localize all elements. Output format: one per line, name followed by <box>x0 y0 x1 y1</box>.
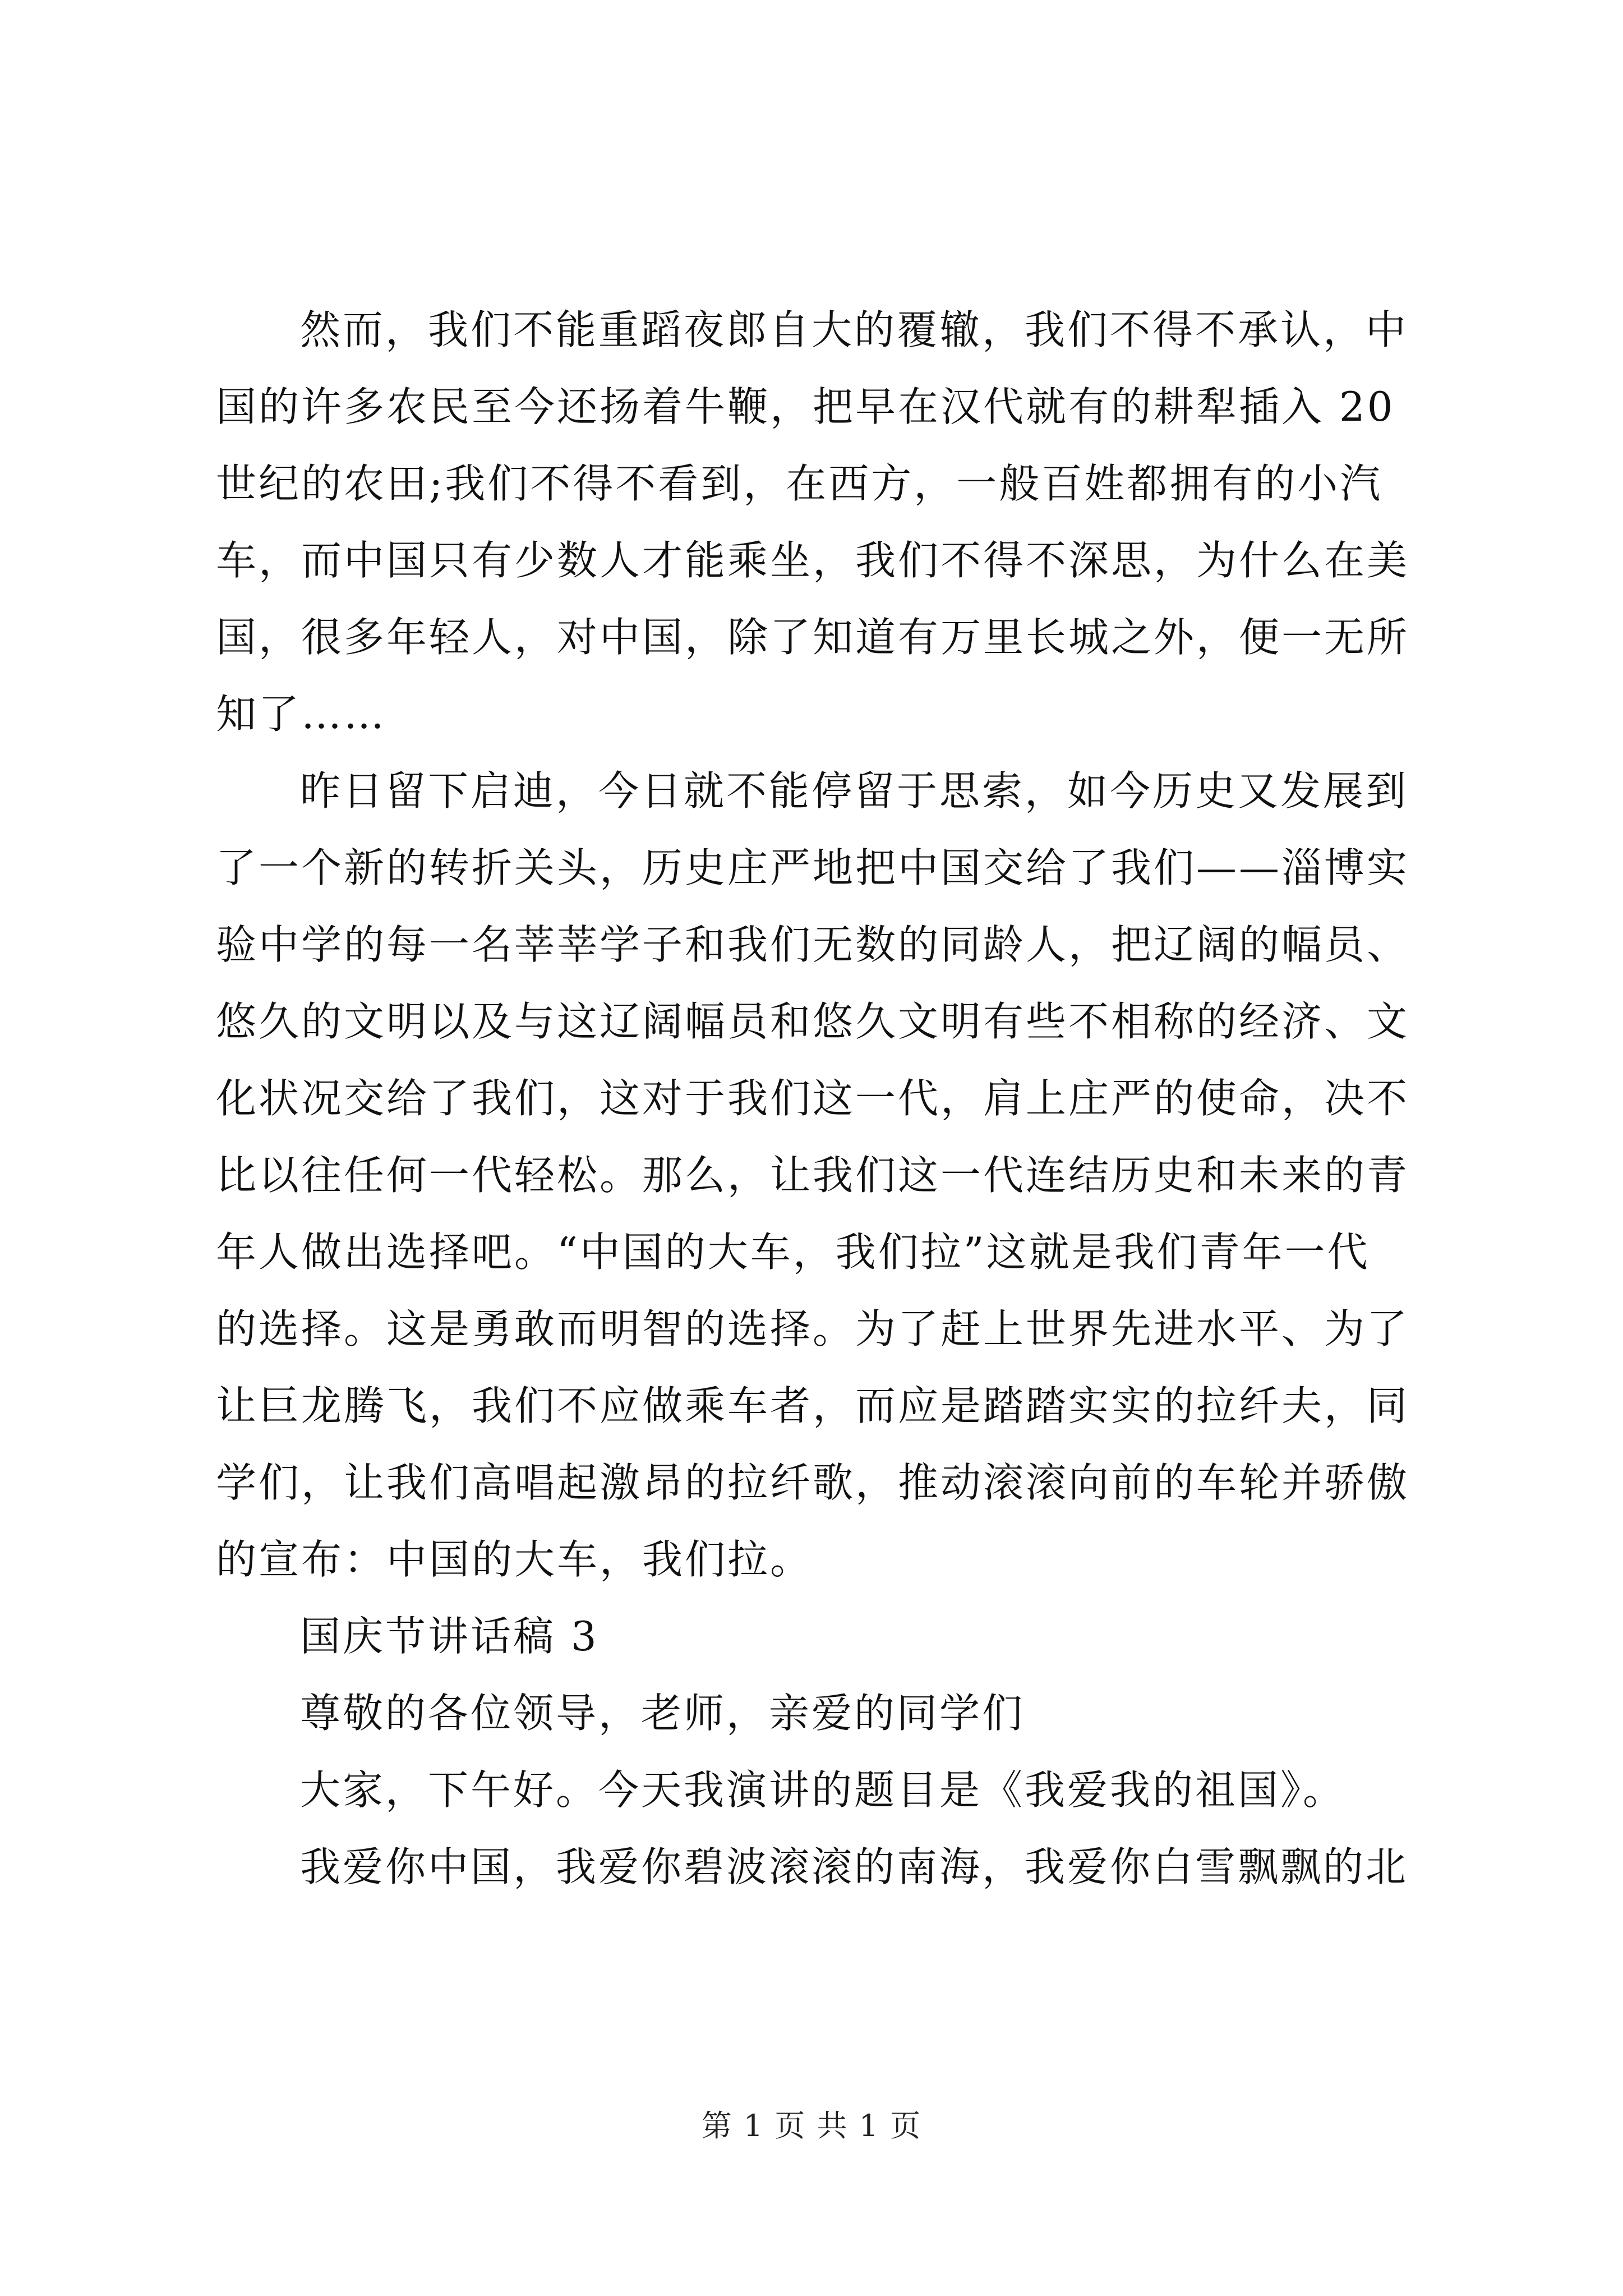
text-line: 的选择。这是勇敢而明智的选择。为了赶上世界先进水平、为了 <box>216 1305 1410 1352</box>
text-line: 比以往任何一代轻松。那么，让我们这一代连结历史和未来的青 <box>216 1152 1410 1199</box>
page-number-label: 第 1 页 共 1 页 <box>701 2108 922 2143</box>
text-line: 我爱你中国，我爱你碧波滚滚的南海，我爱你白雪飘飘的北 <box>300 1843 1409 1890</box>
text-line: 悠久的文明以及与这辽阔幅员和悠久文明有些不相称的经济、文 <box>216 998 1410 1045</box>
page-footer <box>0 2104 1623 2148</box>
text-line: 让巨龙腾飞，我们不应做乘车者，而应是踏踏实实的拉纤夫，同 <box>216 1382 1410 1429</box>
text-line: 了一个新的转折关头，历史庄严地把中国交给了我们——淄博实 <box>216 844 1410 891</box>
text-line: 年人做出选择吧。“中国的大车，我们拉”这就是我们青年一代 <box>216 1228 1370 1276</box>
text-line: 世纪的农田;我们不得不看到，在西方，一般百姓都拥有的小汽 <box>216 460 1383 507</box>
text-line: 知了…… <box>216 691 387 738</box>
text-line: 国的许多农民至今还扬着牛鞭，把早在汉代就有的耕犁插入 20 <box>216 383 1395 430</box>
document-body <box>216 292 1416 1906</box>
text-line: 的宣布：中国的大车，我们拉。 <box>216 1536 813 1583</box>
salutation-line: 尊敬的各位领导，老师，亲爱的同学们 <box>300 1690 1025 1737</box>
text-line: 大家，下午好。今天我演讲的题目是《我爱我的祖国》。 <box>300 1766 1346 1814</box>
text-line: 化状况交给了我们，这对于我们这一代，肩上庄严的使命，决不 <box>216 1075 1410 1122</box>
text-line: 学们，让我们高唱起激昂的拉纤歌，推动滚滚向前的车轮并骄傲 <box>216 1459 1410 1506</box>
text-line: 昨日留下启迪，今日就不能停留于思索，如今历史又发展到 <box>300 767 1409 815</box>
text-line: 然而，我们不能重蹈夜郎自大的覆辙，我们不得不承认，中 <box>300 306 1409 353</box>
text-line: 国，很多年轻人，对中国，除了知道有万里长城之外，便一无所 <box>216 614 1410 661</box>
text-line: 验中学的每一名莘莘学子和我们无数的同龄人，把辽阔的幅员、 <box>216 921 1410 968</box>
section-heading: 国庆节讲话稿 3 <box>300 1613 599 1660</box>
text-line: 车，而中国只有少数人才能乘坐，我们不得不深思，为什么在美 <box>216 537 1410 584</box>
